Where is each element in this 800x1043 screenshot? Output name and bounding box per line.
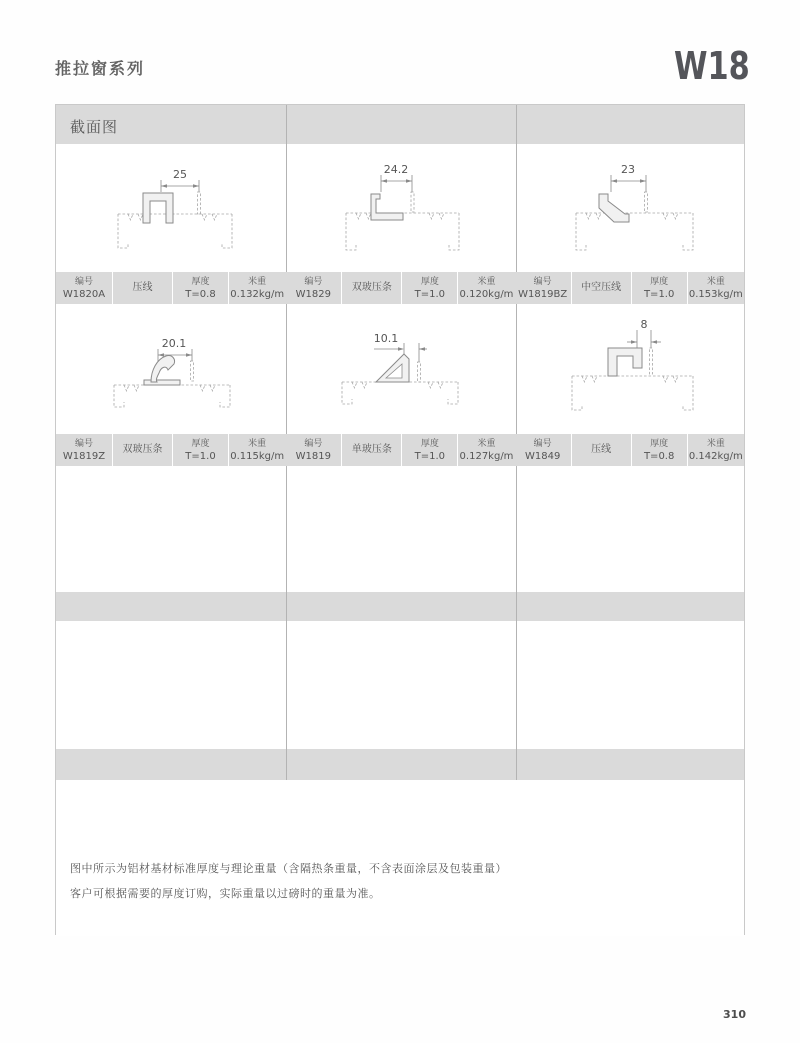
info-group-w1820a xyxy=(56,272,285,304)
profile-diagram-w1819bz xyxy=(516,144,746,272)
name-cell xyxy=(341,434,401,466)
thickness-cell: 厚度 T=0.8 xyxy=(172,272,228,304)
profile-diagram-w1819 xyxy=(286,304,516,434)
profile-code: W1829 xyxy=(295,289,331,300)
profile-thickness: T=0.8 xyxy=(185,289,216,300)
profile-thickness: T=1.0 xyxy=(414,289,446,300)
empty-info-row xyxy=(56,592,744,621)
weight-cell: 米重 0.142kg/m xyxy=(687,434,744,466)
dimension-label: 23 xyxy=(621,163,635,176)
profile-name: 压线 xyxy=(132,282,153,293)
thickness-cell: 厚度 T=1.0 xyxy=(401,434,457,466)
dimension-label: 8 xyxy=(640,318,648,331)
thickness-cell: 厚度 T=1.0 xyxy=(172,434,228,466)
name-cell xyxy=(571,272,631,304)
info-group-w1829 xyxy=(285,272,514,304)
profile-weight: 0.132kg/m xyxy=(230,289,285,300)
name-cell xyxy=(571,434,631,466)
code-cell: 编号 W1849 xyxy=(515,434,571,466)
profile-weight: 0.142kg/m xyxy=(688,451,743,462)
code-cell: 编号 W1829 xyxy=(285,272,341,304)
profile-name: 双玻压条 xyxy=(122,444,163,455)
info-group-w1819 xyxy=(285,434,514,466)
profile-diagram-w1819z xyxy=(56,304,286,434)
name-cell xyxy=(341,272,401,304)
info-group-w1819z xyxy=(56,434,285,466)
profile-code: W1849 xyxy=(524,451,561,462)
profile-table xyxy=(55,104,745,935)
dimension-label: 10.1 xyxy=(373,332,399,345)
profile-weight: 0.120kg/m xyxy=(459,289,514,300)
info-row-2 xyxy=(56,434,744,466)
profile-diagram-w1829 xyxy=(286,144,516,272)
dimension-label: 25 xyxy=(173,168,187,181)
profile-thickness: T=1.0 xyxy=(185,451,216,462)
info-group-w1819bz xyxy=(515,272,744,304)
weight-cell: 米重 0.115kg/m xyxy=(228,434,285,466)
name-cell xyxy=(112,272,172,304)
profile-code: W1819BZ xyxy=(518,289,568,300)
weight-cell: 米重 0.127kg/m xyxy=(457,434,514,466)
profile-name: 双玻压条 xyxy=(351,282,392,293)
profile-weight: 0.127kg/m xyxy=(459,451,514,462)
info-group-w1849 xyxy=(515,434,744,466)
profile-thickness: T=1.0 xyxy=(414,451,446,462)
dimension-label: 24.2 xyxy=(383,163,409,176)
thickness-cell: 厚度 T=1.0 xyxy=(631,272,687,304)
profile-thickness: T=1.0 xyxy=(643,289,675,300)
profile-diagram-w1820a xyxy=(56,144,286,272)
code-cell: 编号 W1820A xyxy=(56,272,112,304)
thickness-cell: 厚度 T=1.0 xyxy=(401,272,457,304)
profile-weight: 0.153kg/m xyxy=(688,289,743,300)
dimension-label: 20.1 xyxy=(161,337,187,350)
info-row-1 xyxy=(56,272,744,304)
page-title: 推拉窗系列 xyxy=(55,59,146,78)
footnote-line-1: 图中所示为铝材基材标准厚度与理论重量（含隔热条重量，不含表面涂层及包装重量） xyxy=(70,862,507,875)
profile-name: 单玻压条 xyxy=(351,444,392,455)
weight-cell: 米重 0.153kg/m xyxy=(687,272,744,304)
thickness-cell: 厚度 T=0.8 xyxy=(631,434,687,466)
series-code: W18 xyxy=(674,44,750,88)
empty-info-row xyxy=(56,749,744,780)
profile-name: 中空压线 xyxy=(581,282,622,293)
profile-code: W1819 xyxy=(295,451,331,462)
profile-name: 压线 xyxy=(591,444,612,455)
weight-cell: 米重 0.120kg/m xyxy=(457,272,514,304)
page-number: 310 xyxy=(723,1008,746,1021)
table-header-row xyxy=(56,105,744,144)
code-cell: 编号 W1819 xyxy=(285,434,341,466)
code-cell: 编号 W1819BZ xyxy=(515,272,571,304)
profile-weight: 0.115kg/m xyxy=(230,451,285,462)
weight-cell: 米重 0.132kg/m xyxy=(228,272,285,304)
footnote-area xyxy=(56,780,744,936)
table-header-label: 截面图 xyxy=(70,118,119,136)
profile-code: W1820A xyxy=(62,289,106,300)
name-cell xyxy=(112,434,172,466)
profile-thickness: T=0.8 xyxy=(643,451,675,462)
profile-code: W1819Z xyxy=(62,451,106,462)
code-cell: 编号 W1819Z xyxy=(56,434,112,466)
profile-diagram-w1849 xyxy=(516,304,746,434)
footnote-line-2: 客户可根据需要的厚度订购，实际重量以过磅时的重量为准。 xyxy=(70,887,381,900)
